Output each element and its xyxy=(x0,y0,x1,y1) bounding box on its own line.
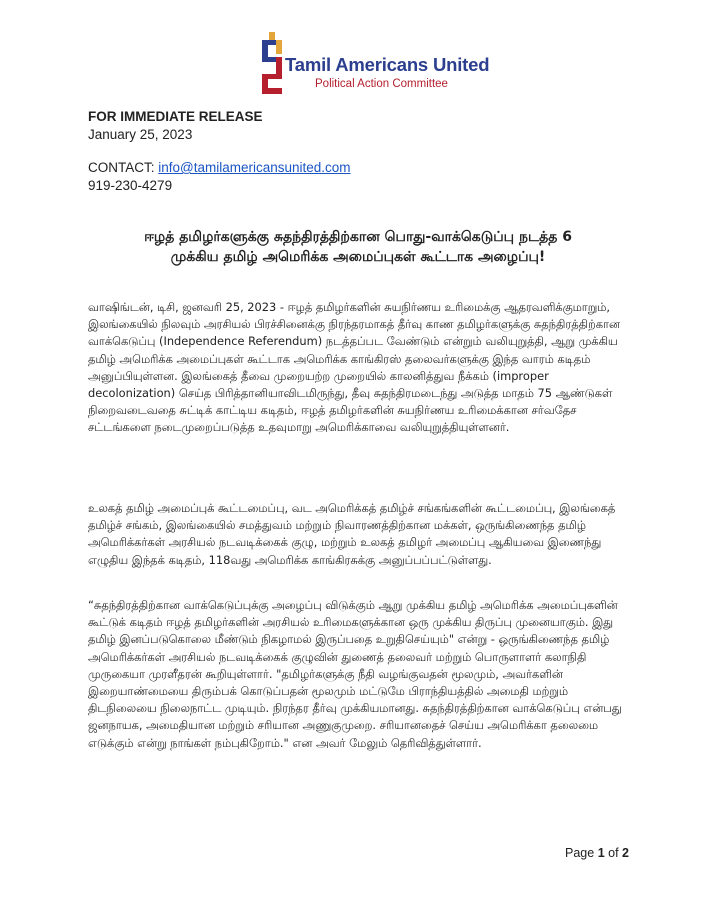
release-date: January 25, 2023 xyxy=(88,127,193,142)
body-paragraph-2: உலகத் தமிழ் அமைப்புக் கூட்டமைப்பு, வட அமெரிக்கத் தமிழ்ச் சங்கங்களின் கூட்டமைப்பு, இலங்கைத் தமிழ்ச் சங்கம், இலங்கையில் சமத்துவம் மற்றும் நிவாரணத்திற்கான மக்கள், ஒருங்கிணைந்த தமிழ் அமெரிக்கர்கள் அரசியல் நடவடிக்கைக் குழு, மற்றும் உலகத் தமிழர் அமைப்பு ஆகியவை இணைந்து எழுதிய இந்தக் கடிதம், 118வது அமெரிக்க காங்கிரசுக்கு அனுப்பப்பட்டுள்ளது. xyxy=(88,501,616,567)
body-paragraph-3: “சுதந்திரத்திற்கான வாக்கெடுப்புக்கு அழைப்பு விடுக்கும் ஆறு முக்கிய தமிழ் அமெரிக்க அமைப்புகளின் கூட்டுக் கடிதம் ஈழத் தமிழர்களின் அரசியல் உரிமைகளுக்கான ஒரு முக்கிய திருப்பு முனையாகும். இது தமிழ் இனப்படுகொலை மீண்டும் நிகழாமல் இருப்பதை உறுதிசெய்யும்" என்று - ஒருங்கிணைந்த தமிழ் அமெரிக்கர்கள் அரசியல் நடவடிக்கைக் குழுவின் துணைத் தலைவர் மற்றும் பொருளாளர் கலாநிதி முருகையா முரளீதரன் கூறியுள்ளார். "தமிழர்களுக்கு நீதி வழங்குவதன் மூலமும், அவர்களின் இறையாண்மையை திரும்பக் கொடுப்பதன் மூலமும் மட்டுமே பிராந்தியத்தில் அமைதி மற்றும் திடநிலையை நிலைநாட்ட முடியும். நிரந்தர தீர்வு முக்கியமானது. சுதந்திரத்திற்கான வாக்கெடுப்பு என்பது ஜனநாயக, அமைதியான மற்றும் சரியான அணுகுமுறை. சரியானதைச் செய்ய அமெரிக்கா தலைமை எடுக்கும் என்று நாங்கள் நம்புகிறோம்." என அவர் மேலும் தெரிவித்துள்ளார். xyxy=(88,598,622,750)
page-number xyxy=(565,846,629,860)
press-release-headline xyxy=(78,227,638,267)
logo-mark-icon xyxy=(258,30,288,102)
headline-line-1: ஈழத் தமிழர்களுக்கு சுதந்திரத்திற்கான பொது-வாக்கெடுப்பு நடத்த 6 xyxy=(144,229,572,245)
logo-subtitle: Political Action Committee xyxy=(315,78,448,90)
page-number-total: 2 xyxy=(622,846,629,860)
release-block xyxy=(88,108,263,144)
contact-block xyxy=(88,159,351,195)
logo-org-name: Tamil Americans United xyxy=(285,54,490,75)
body-paragraph-1: வாஷிங்டன், டிசி, ஜனவரி 25, 2023 - ஈழத் தமிழர்களின் சுயநிர்ணய உரிமைக்கு ஆதரவளிக்குமாறும், இலங்கையில் நிலவும் அரசியல் பிரச்சினைக்கு நிரந்தரமாகத் தீர்வு காண தமிழர்களுக்கு சுதந்திரத்திற்கான வாக்கெடுப்பு (Independence Referendum) நடத்தப்பட வேண்டும் என்றும் வலியுறுத்தி, ஆறு முக்கிய தமிழ் அமெரிக்க அமைப்புகள் கூட்டாக அமெரிக்க காங்கிரஸ் தலைவர்களுக்கு இந்த வாரம் கடிதம் அனுப்பியுள்ளன. இலங்கைத் தீவை முறையற்ற முறையில் காலனித்துவ நீக்கம் (improper decolonization) செய்த பிரித்தானியாவிடமிருந்து, தீவு சுதந்திரமடைந்து அடுத்த மாதம் 75 ஆண்டுகள் நிறைவடைவதை சுட்டிக் காட்டிய கடிதம், ஈழத் தமிழர்களின் சுயநிர்ணய உரிமைக்கான சர்வதேச சட்டங்களை நடைமுறைப்படுத்த உதவுமாறு அமெரிக்காவை வலியுறுத்தியுள்ளனர். xyxy=(88,300,620,435)
headline-line-2: முக்கிய தமிழ் அமெரிக்க அமைப்புகள் கூட்டாக அழைப்பு! xyxy=(170,249,546,265)
contact-phone: 919-230-4279 xyxy=(88,178,173,193)
contact-line xyxy=(88,159,351,177)
release-label: FOR IMMEDIATE RELEASE xyxy=(88,109,263,124)
contact-email-link[interactable]: info@tamilamericansunited.com xyxy=(158,160,351,175)
organization-logo xyxy=(258,30,490,102)
page-number-prefix: Page xyxy=(565,846,595,860)
contact-label: CONTACT: xyxy=(88,160,155,175)
page-number-current: 1 xyxy=(597,846,605,860)
page-number-of: of xyxy=(608,846,619,860)
